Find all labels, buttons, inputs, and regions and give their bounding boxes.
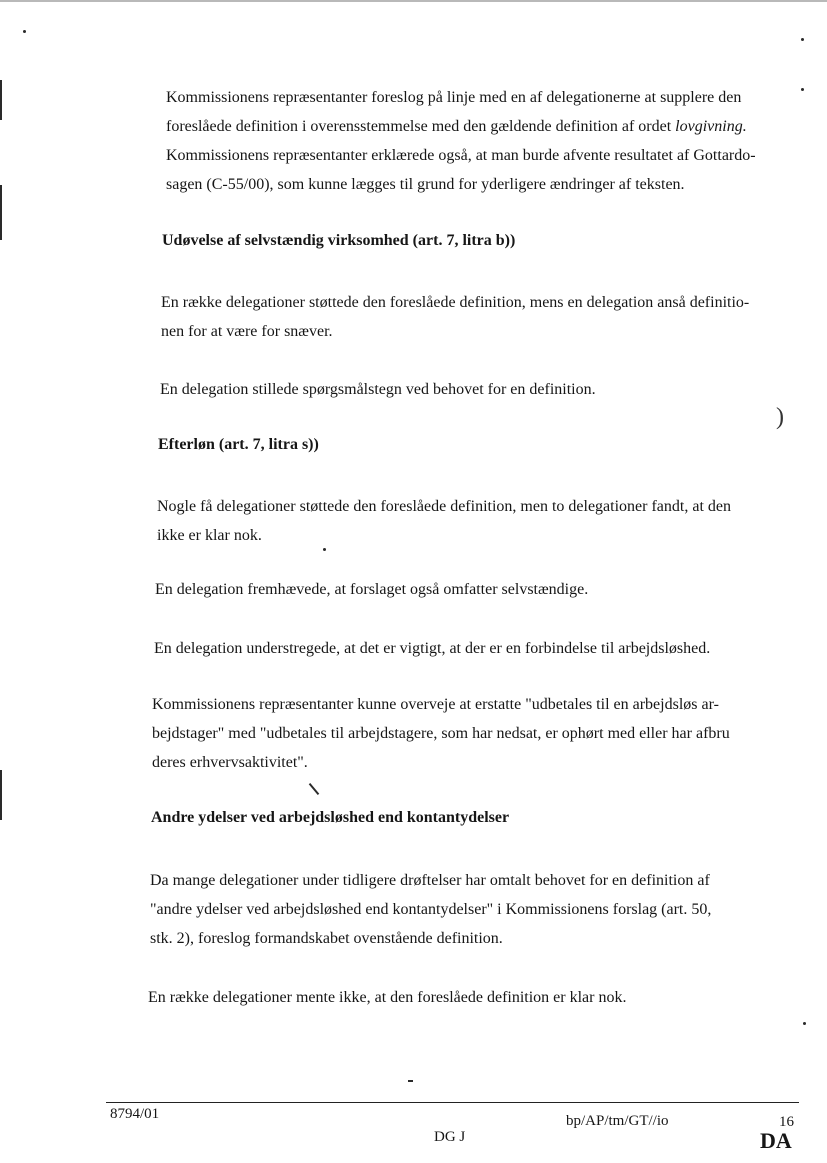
paragraph-unemployment-link bbox=[154, 634, 710, 663]
paragraph-definition-support bbox=[161, 288, 749, 346]
section-heading: Udøvelse af selvstændig virksomhed (art. 7, litra b)) bbox=[162, 232, 516, 249]
paragraph-commission-rewording bbox=[152, 690, 730, 777]
paragraph-early-retirement bbox=[157, 492, 731, 550]
paragraph-line: En delegation fremhævede, at forslaget også omfatter selvstændige. bbox=[155, 581, 589, 598]
paragraph-line: Kommissionens repræsentanter kunne overveje at erstatte "udbetales til en arbejdsløs ar- bbox=[152, 696, 719, 713]
footer-rule bbox=[106, 1102, 799, 1103]
scan-dot bbox=[803, 1022, 806, 1025]
paragraph-line: Kommissionens repræsentanter foreslog på linje med en af delegationerne at supplere den bbox=[166, 89, 742, 106]
paragraph-line: nen for at være for snæver. bbox=[161, 323, 333, 340]
scan-mark-left-bottom bbox=[0, 770, 2, 820]
paragraph-line: deres erhvervsaktivitet". bbox=[152, 754, 308, 771]
paragraph-commission-proposal bbox=[166, 83, 756, 199]
paragraph-line: En række delegationer støttede den foreslåede definition, mens en delegation anså definitio- bbox=[161, 294, 750, 311]
paragraph-question-need bbox=[160, 375, 596, 404]
paragraph-line: ikke er klar nok. bbox=[157, 527, 262, 544]
document-reference: bp/AP/tm/GT//io bbox=[566, 1113, 669, 1129]
scan-dot bbox=[408, 1080, 413, 1082]
paragraph-line: sagen (C-55/00), som kunne lægges til grund for yderligere ændringer af teksten. bbox=[166, 176, 685, 193]
paragraph-line: Nogle få delegationer støttede den foreslåede definition, men to delegationer fandt, at den bbox=[157, 498, 731, 515]
scan-mark-left-lower bbox=[0, 185, 2, 240]
scan-stroke bbox=[309, 783, 320, 795]
paragraph-line: En delegation understregede, at det er vigtigt, at der er en forbindelse til arbejdsløshed. bbox=[154, 640, 711, 657]
scan-dot bbox=[801, 88, 804, 91]
paragraph-line: Da mange delegationer under tidligere drøftelser har omtalt behovet for en definition af bbox=[150, 872, 710, 889]
section-heading: Efterløn (art. 7, litra s)) bbox=[158, 436, 319, 453]
paragraph-non-cash-benefits bbox=[150, 866, 711, 953]
page-number: 16 bbox=[779, 1114, 794, 1130]
scan-mark-left bbox=[0, 80, 2, 120]
paragraph-line: "andre ydelser ved arbejdsløshed end kontantydelser" i Kommissionens forslag (art. 50, bbox=[150, 901, 712, 918]
directorate-code: DG J bbox=[434, 1129, 466, 1145]
section-heading: Andre ydelser ved arbejdsløshed end kontantydelser bbox=[151, 809, 510, 826]
language-code: DA bbox=[760, 1128, 792, 1153]
paragraph-line: stk. 2), foreslog formandskabet ovenstående definition. bbox=[150, 930, 503, 947]
scan-dot bbox=[23, 30, 26, 33]
paragraph-self-employed bbox=[155, 575, 588, 604]
paragraph-line: En række delegationer mente ikke, at den foreslåede definition er klar nok. bbox=[148, 989, 627, 1006]
scan-dot bbox=[801, 38, 804, 41]
scan-bracket: ) bbox=[776, 404, 784, 430]
paragraph-line-text: foreslåede definition i overensstemmelse med den gældende definition af ordet bbox=[166, 118, 672, 135]
paragraph-line: bejdstager" med "udbetales til arbejdstagere, som har nedsat, er ophørt med eller har afbru bbox=[152, 725, 730, 742]
document-number: 8794/01 bbox=[110, 1106, 160, 1122]
paragraph-not-clear bbox=[148, 983, 626, 1012]
page-top-edge bbox=[0, 0, 827, 2]
paragraph-line: Kommissionens repræsentanter erklærede også, at man burde afvente resultatet af Gottardo- bbox=[166, 147, 756, 164]
paragraph-line: En delegation stillede spørgsmålstegn ved behovet for en definition. bbox=[160, 381, 596, 398]
emphasis-term: lovgivning. bbox=[675, 118, 747, 135]
paragraph-line bbox=[166, 112, 756, 141]
